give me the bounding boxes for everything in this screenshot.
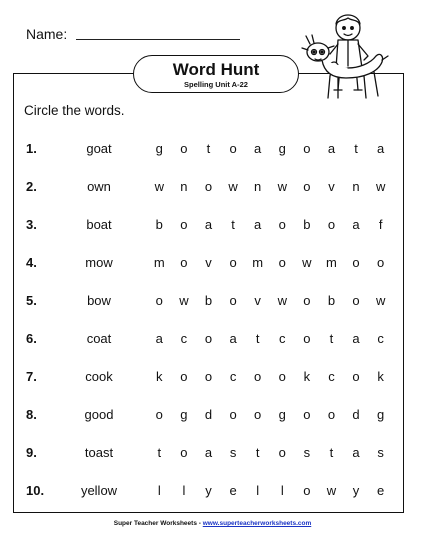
letter[interactable]: t <box>329 331 334 346</box>
footer-separator: - <box>198 520 201 527</box>
letter[interactable]: a <box>204 217 213 232</box>
letter[interactable]: s <box>229 445 237 460</box>
letter[interactable]: o <box>278 255 286 270</box>
letter-strip <box>147 369 417 384</box>
letter[interactable]: t <box>354 141 358 156</box>
letter-strip <box>147 407 417 422</box>
target-word: own <box>87 179 111 194</box>
letter[interactable]: w <box>302 255 312 270</box>
letter-strip <box>147 141 417 156</box>
letter[interactable]: w <box>375 293 386 308</box>
name-label: Name: <box>26 26 68 42</box>
letter[interactable]: w <box>326 483 337 498</box>
letter-strip <box>147 483 417 498</box>
word-row <box>0 289 425 327</box>
letter[interactable]: v <box>328 179 335 194</box>
letter-strip <box>147 293 417 308</box>
row-number: 3. <box>26 217 37 232</box>
word-row <box>0 327 425 365</box>
letter[interactable]: w <box>179 293 189 308</box>
letter[interactable]: b <box>204 293 213 308</box>
letter[interactable]: n <box>180 179 188 194</box>
letter[interactable]: b <box>155 217 163 232</box>
footer <box>0 520 425 527</box>
letter[interactable]: e <box>229 483 237 498</box>
letter[interactable]: o <box>180 141 188 156</box>
letter[interactable]: v <box>205 255 212 270</box>
letter[interactable]: a <box>254 141 262 156</box>
target-word: goat <box>86 141 112 156</box>
target-word: good <box>84 407 114 422</box>
letter[interactable]: a <box>327 141 336 156</box>
row-number: 1. <box>26 141 37 156</box>
letter[interactable]: g <box>155 141 163 156</box>
letter[interactable]: o <box>327 407 336 422</box>
letter[interactable]: o <box>303 141 311 156</box>
word-rows <box>0 137 425 517</box>
name-line[interactable] <box>76 39 240 40</box>
letter[interactable]: o <box>352 293 360 308</box>
letter[interactable]: o <box>377 255 385 270</box>
letter[interactable]: o <box>204 179 213 194</box>
letter[interactable]: m <box>252 255 264 270</box>
letter[interactable]: o <box>278 217 286 232</box>
letter[interactable]: a <box>229 331 237 346</box>
letter[interactable]: o <box>278 369 286 384</box>
letter[interactable]: c <box>328 369 335 384</box>
letter[interactable]: o <box>278 445 286 460</box>
target-word: cook <box>85 369 113 384</box>
word-row <box>0 137 425 175</box>
letter[interactable]: o <box>229 407 237 422</box>
letter[interactable]: a <box>352 445 360 460</box>
letter[interactable]: m <box>326 255 337 270</box>
letter[interactable]: y <box>352 483 360 498</box>
letter[interactable]: t <box>329 445 334 460</box>
row-number: 4. <box>26 255 37 270</box>
mascot-icon <box>298 6 394 104</box>
letter[interactable]: a <box>352 331 360 346</box>
letter[interactable]: l <box>256 483 260 498</box>
letter[interactable]: w <box>154 179 164 194</box>
letter[interactable]: c <box>229 369 237 384</box>
letter[interactable]: e <box>377 483 385 498</box>
letter[interactable]: k <box>303 369 311 384</box>
word-row <box>0 175 425 213</box>
letter[interactable]: o <box>180 369 188 384</box>
worksheet-subtitle: Spelling Unit A-22 <box>184 80 248 89</box>
letter[interactable]: o <box>352 369 360 384</box>
letter[interactable]: a <box>155 331 163 346</box>
target-word: bow <box>87 293 111 308</box>
target-word: boat <box>86 217 112 232</box>
letter[interactable]: o <box>180 445 188 460</box>
row-number: 9. <box>26 445 37 460</box>
letter[interactable]: t <box>157 445 162 460</box>
letter[interactable]: o <box>254 407 262 422</box>
letter[interactable]: f <box>378 217 383 232</box>
row-number: 7. <box>26 369 37 384</box>
letter[interactable]: g <box>278 141 286 156</box>
letter[interactable]: a <box>352 217 360 232</box>
letter[interactable]: g <box>377 407 385 422</box>
row-number: 8. <box>26 407 37 422</box>
letter[interactable]: o <box>204 331 213 346</box>
letter[interactable]: n <box>352 179 360 194</box>
letter[interactable]: o <box>155 293 163 308</box>
letter[interactable]: a <box>204 445 213 460</box>
letter-strip <box>147 445 417 460</box>
letter-strip <box>147 255 417 270</box>
letter[interactable]: y <box>205 483 212 498</box>
letter-strip <box>147 179 417 194</box>
letter[interactable]: o <box>229 141 237 156</box>
letter[interactable]: o <box>204 369 213 384</box>
instructions: Circle the words. <box>24 103 125 118</box>
row-number: 6. <box>26 331 37 346</box>
letter[interactable]: o <box>303 331 311 346</box>
letter[interactable]: b <box>327 293 336 308</box>
letter-strip <box>147 217 417 232</box>
letter[interactable]: o <box>155 407 163 422</box>
word-row <box>0 479 425 517</box>
letter[interactable]: k <box>377 369 384 384</box>
letter[interactable]: o <box>303 179 311 194</box>
letter[interactable]: o <box>254 369 262 384</box>
letter[interactable]: o <box>327 217 336 232</box>
letter[interactable]: b <box>303 217 311 232</box>
letter[interactable]: o <box>303 407 311 422</box>
letter[interactable]: w <box>375 179 386 194</box>
letter[interactable]: l <box>157 483 161 498</box>
letter[interactable]: o <box>229 293 237 308</box>
target-word: yellow <box>80 483 118 498</box>
footer-brand: Super Teacher Worksheets <box>113 520 197 527</box>
letter[interactable]: v <box>254 293 261 308</box>
row-number: 2. <box>26 179 37 194</box>
letter[interactable]: d <box>352 407 360 422</box>
letter[interactable]: o <box>303 293 311 308</box>
footer-link[interactable]: www.superteacherworksheets.com <box>202 520 312 527</box>
target-word: coat <box>86 331 112 346</box>
row-number: 10. <box>26 483 45 498</box>
word-row <box>0 213 425 251</box>
letter[interactable]: c <box>180 331 188 346</box>
letter[interactable]: w <box>228 179 238 194</box>
letter-strip <box>147 331 417 346</box>
title-box <box>133 55 299 93</box>
letter[interactable]: g <box>278 407 286 422</box>
letter[interactable]: o <box>180 217 188 232</box>
letter[interactable]: o <box>303 483 311 498</box>
letter[interactable]: s <box>377 445 384 460</box>
letter[interactable]: o <box>229 255 237 270</box>
letter[interactable]: m <box>153 255 165 270</box>
letter[interactable]: w <box>277 179 287 194</box>
letter[interactable]: k <box>156 369 163 384</box>
word-row <box>0 441 425 479</box>
letter[interactable]: l <box>280 483 284 498</box>
letter[interactable]: d <box>204 407 213 422</box>
word-row <box>0 365 425 403</box>
letter[interactable]: t <box>231 217 235 232</box>
letter[interactable]: o <box>180 255 188 270</box>
letter[interactable]: g <box>180 407 188 422</box>
letter[interactable]: a <box>254 217 262 232</box>
letter[interactable]: t <box>206 141 211 156</box>
letter[interactable]: c <box>377 331 384 346</box>
letter[interactable]: s <box>303 445 311 460</box>
letter[interactable]: c <box>279 331 286 346</box>
worksheet-title: Word Hunt <box>172 60 260 79</box>
letter[interactable]: l <box>182 483 186 498</box>
letter[interactable]: o <box>352 255 360 270</box>
word-row <box>0 403 425 441</box>
letter[interactable]: n <box>254 179 262 194</box>
letter[interactable]: t <box>255 445 260 460</box>
row-number: 5. <box>26 293 37 308</box>
target-word: toast <box>84 445 114 460</box>
letter[interactable]: a <box>377 141 385 156</box>
letter[interactable]: w <box>277 293 287 308</box>
letter[interactable]: t <box>255 331 260 346</box>
word-row <box>0 251 425 289</box>
target-word: mow <box>85 255 113 270</box>
